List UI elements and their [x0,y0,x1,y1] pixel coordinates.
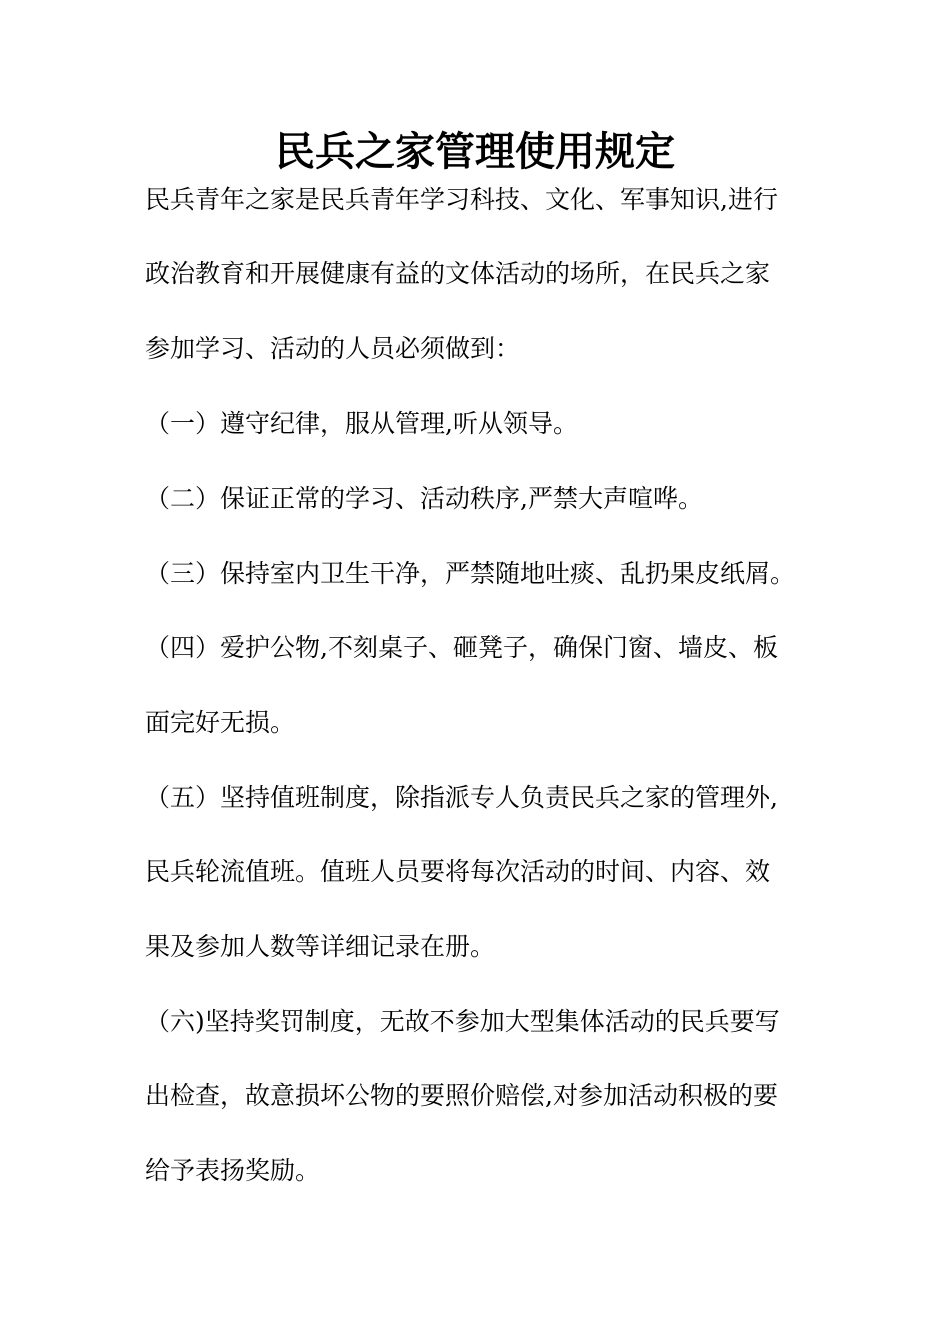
rule-4-line-2: 面完好无损。 [145,708,296,737]
rule-6-line-1: （六)坚持奖罚制度，无故不参加大型集体活动的民兵要写 [145,1007,780,1036]
rule-1-line-1: （一）遵守纪律，服从管理,听从领导。 [145,409,578,438]
intro-line-1: 民兵青年之家是民兵青年学习科技、文化、军事知识,进行 [145,185,778,214]
rule-5-line-1: （五）坚持值班制度，除指派专人负责民兵之家的管理外, [145,783,778,812]
rule-5-line-2: 民兵轮流值班。值班人员要将每次活动的时间、内容、效 [145,857,771,886]
rule-5-line-3: 果及参加人数等详细记录在册。 [145,932,496,961]
rule-6-line-2: 出检查，故意损坏公物的要照价赔偿,对参加活动积极的要 [145,1081,778,1110]
rule-4-line-1: （四）爱护公物,不刻桌子、砸凳子，确保门窗、墙皮、板 [145,633,778,662]
rule-6-line-3: 给予表扬奖励。 [145,1156,321,1185]
document-title: 民兵之家管理使用规定 [275,128,675,175]
rule-2-line-1: （二）保证正常的学习、活动秩序,严禁大声喧哗。 [145,484,703,513]
intro-line-3: 参加学习、活动的人员必须做到： [145,334,521,363]
rule-3-line-1: （三）保持室内卫生干净，严禁随地吐痰、乱扔果皮纸屑。 [145,559,796,588]
intro-line-2: 政治教育和开展健康有益的文体活动的场所，在民兵之家 [145,259,771,288]
